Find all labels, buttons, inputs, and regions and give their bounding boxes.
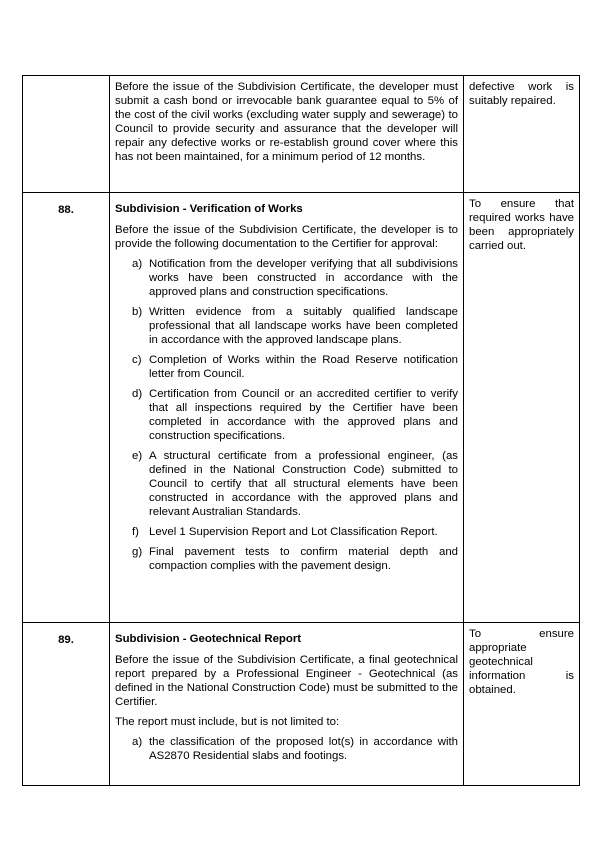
item-marker: g)	[132, 546, 143, 558]
item-text: Level 1 Supervision Report and Lot Classification Report.	[149, 526, 438, 538]
condition-paragraph: The report must include, but is not limited to:	[115, 716, 340, 728]
item-text: Completion of Works within the Road Reserve notification letter from Council.	[149, 354, 458, 380]
condition-paragraph: Before the issue of the Subdivision Certificate, a final geotechnical report prepared by a Professional Engineer - Geotechnical (as defined in the National Construction Code) must be submitted to the Certifier.	[115, 654, 458, 708]
item-marker: f)	[132, 526, 139, 538]
list-item	[115, 545, 458, 573]
condition-reason: defective work is suitably repaired.	[464, 76, 580, 193]
item-marker: c)	[132, 354, 142, 366]
condition-body	[110, 623, 464, 786]
list-item	[115, 525, 458, 539]
condition-number: 88.	[23, 193, 110, 623]
condition-items	[115, 257, 458, 573]
item-text: Notification from the developer verifying that all subdivisions works have been constructed in accordance with the approved plans and construction specifications.	[149, 258, 458, 298]
condition-title: Subdivision - Geotechnical Report	[115, 633, 302, 645]
list-item	[115, 449, 458, 519]
condition-paragraph: Before the issue of the Subdivision Certificate, the developer is to provide the following documentation to the Certifier for approval:	[115, 224, 458, 250]
item-marker: a)	[132, 736, 143, 748]
item-marker: e)	[132, 450, 143, 462]
item-text: A structural certificate from a professional engineer, (as defined in the National Construction Code) submitted to Council to certify that all structural elements have been constructed in accordance with the approved plans and relevant Australian Standards.	[149, 450, 458, 518]
list-item	[115, 735, 458, 763]
item-marker: a)	[132, 258, 143, 270]
condition-reason: To ensure appropriate geotechnical information is obtained.	[464, 623, 580, 786]
item-marker: b)	[132, 306, 143, 318]
list-item	[115, 387, 458, 443]
condition-number: 89.	[23, 623, 110, 786]
condition-body	[110, 76, 464, 193]
condition-reason: To ensure that required works have been appropriately carried out.	[464, 193, 580, 623]
condition-title: Subdivision - Verification of Works	[115, 203, 303, 215]
list-item	[115, 353, 458, 381]
item-text: Final pavement tests to confirm material depth and compaction complies with the pavement design.	[149, 546, 458, 572]
condition-items	[115, 735, 458, 763]
item-marker: d)	[132, 388, 143, 400]
list-item	[115, 305, 458, 347]
condition-paragraph: Before the issue of the Subdivision Certificate, the developer must submit a cash bond or irrevocable bank guarantee equal to 5% of the cost of the civil works (excluding water supply and sewerage) to Council to provide security and assurance that the developer will repair any defective works or re-establish ground cover where this has not been maintained, for a minimum period of 12 months.	[115, 81, 458, 163]
item-text: Written evidence from a suitably qualified landscape professional that all landscape works have been completed in accordance with the approved landscape plans.	[149, 306, 458, 346]
condition-body	[110, 193, 464, 623]
condition-row	[23, 623, 580, 786]
item-text: the classification of the proposed lot(s) in accordance with AS2870 Residential slabs and footings.	[149, 736, 458, 762]
conditions-table	[22, 75, 580, 786]
item-text: Certification from Council or an accredited certifier to verify that all inspections required by the Certifier have been completed in accordance with the approved plans and construction specifications.	[149, 388, 458, 442]
condition-number	[23, 76, 110, 193]
condition-row	[23, 193, 580, 623]
condition-row	[23, 76, 580, 193]
list-item	[115, 257, 458, 299]
